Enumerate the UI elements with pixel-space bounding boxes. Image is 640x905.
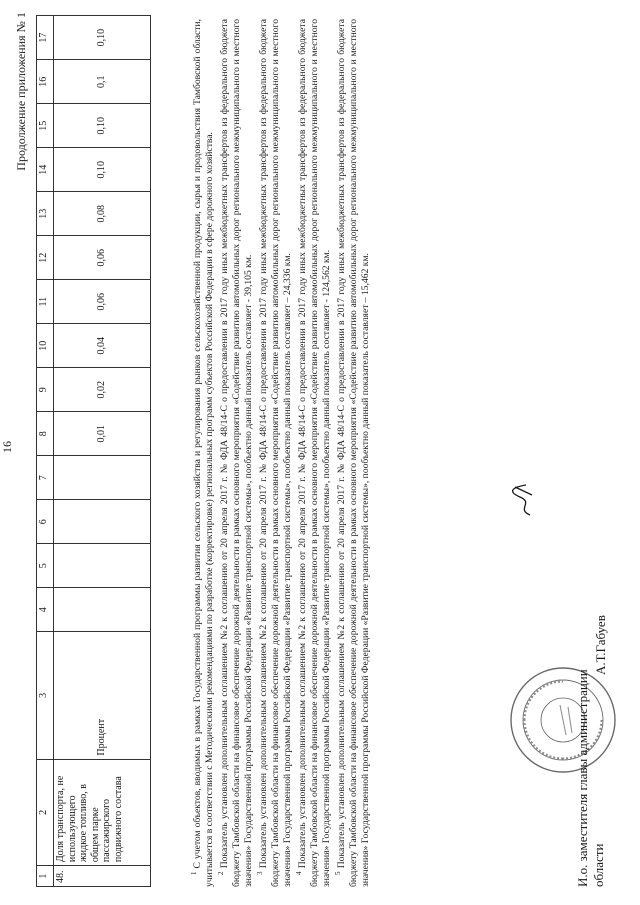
value-cell: 0,06 [54,236,151,280]
value-cell: 0,02 [54,368,151,412]
footnote-text: Показатель установлен дополнительным соглашением №2 к соглашению от 20 апреля 2017 г. № ФДА 48/14-С о предоставлении в 2017 году иных межбюджетных трансфертов из федерального бюджета бюджету Тамбовской области на финансовое обеспечение дорожной деятельности в рамках основного мероприятия «Содействие развитию автомобильных дорог регионального межмуниципального и местного значения» Государственной программы Российской Федерации «Развитие транспортной системы», пообъектно данный показатель составляет - 39,105 км. [218,19,255,887]
footnote [217,19,256,887]
value-cell: 0,1 [54,60,151,104]
signatory-title: И.о. заместителя главы администрации [575,669,590,887]
column-header: 9 [37,368,54,412]
signatory-region: области [591,843,607,887]
footnote-text: Показатель установлен дополнительным соглашением №2 к соглашению от 20 апреля 2017 г. № ФДА 48/14-С о предоставлении в 2017 году иных межбюджетных трансфертов из федерального бюджета бюджету Тамбовской области на финансовое обеспечение дорожной деятельности в рамках основного мероприятия «Содействие развитию автомобильных дорог регионального межмуниципального и местного значения» Государственной программы Российской Федерации «Развитие транспортной системы», пообъектно данный показатель составляет – 24,336 км. [257,19,294,887]
value-cell: 0,10 [54,104,151,148]
column-header: 7 [37,456,54,500]
column-header: 5 [37,544,54,588]
footnote [295,19,334,887]
footnote-text: С учетом объектов, вводимых в рамках Государственной программы развития сельского хозяйства и регулирования рынков сельскохозяйственной продукции, сырья и продовольствия Тамбовской области, учитывается в соответствии с Методическими рекомендациями по разработке (корректировке) региональных программ субъектов Российской Федерации в сфере дорожного хозяйства. [192,19,216,887]
continuation-note: Продолжение приложения № 1 [14,12,28,171]
indicator-name: Доля транспорта, не использующего жидкое топливо, в общем парке пассажирского подвижного состава [54,759,151,866]
value-cell: 0,10 [54,16,151,60]
value-cell: 0,04 [54,324,151,368]
handwritten-mark-icon [512,483,536,517]
signatory-name: А.Т.Габуев [593,615,608,675]
table-header-row [37,16,54,887]
indicator-table [36,15,151,887]
column-header: 3 [37,632,54,759]
footnote-mark: 1 [190,871,198,875]
table-row [54,16,151,887]
footnotes [190,19,373,887]
value-cell [54,456,151,500]
column-header: 6 [37,500,54,544]
footnote-mark: 3 [255,871,264,875]
footnote-mark: 4 [294,871,303,875]
column-header: 4 [37,588,54,632]
footnote [256,19,295,887]
column-header: 11 [37,280,54,324]
footnote [190,19,217,887]
column-header: 2 [37,759,54,866]
value-cell [54,588,151,632]
column-header: 16 [37,60,54,104]
value-cell [54,544,151,588]
column-header: 1 [37,866,54,887]
signature-block [575,669,608,887]
column-header: 14 [37,148,54,192]
column-header: 15 [37,104,54,148]
footnote-text: Показатель установлен дополнительным соглашением №2 к соглашению от 20 апреля 2017 г. № ФДА 48/14-С о предоставлении в 2017 году иных межбюджетных трансфертов из федерального бюджета бюджету Тамбовской области на финансовое обеспечение дорожной деятельности в рамках основного мероприятия «Содействие развитию автомобильных дорог регионального межмуниципального и местного значения» Государственной программы Российской Федерации «Развитие транспортной системы», пообъектно данный показатель составляет - 124,562 км. [296,19,333,887]
value-cell [54,500,151,544]
column-header: 8 [37,412,54,456]
unit-cell: Процент [54,632,151,759]
column-header: 13 [37,192,54,236]
page-number: 16 [0,441,14,453]
footnote-text: Показатель установлен дополнительным соглашением №2 к соглашению от 20 апреля 2017 г. № ФДА 48/14-С о предоставлении в 2017 году иных межбюджетных трансфертов из федерального бюджета бюджету Тамбовской области на финансовое обеспечение дорожной деятельности в рамках основного мероприятия «Содействие развитию автомобильных дорог регионального межмуниципального и местного значения» Государственной программы Российской Федерации «Развитие транспортной системы», пообъектно данный показатель составляет – 15,462 км. [335,19,372,887]
row-number: 48. [54,866,151,887]
value-cell: 0,08 [54,192,151,236]
value-cell: 0,01 [54,412,151,456]
footnote-mark: 5 [333,871,342,875]
footnote-mark: 2 [216,871,225,875]
value-cell: 0,06 [54,280,151,324]
footnote [334,19,373,887]
column-header: 10 [37,324,54,368]
column-header: 17 [37,16,54,60]
column-header: 12 [37,236,54,280]
value-cell: 0,10 [54,148,151,192]
